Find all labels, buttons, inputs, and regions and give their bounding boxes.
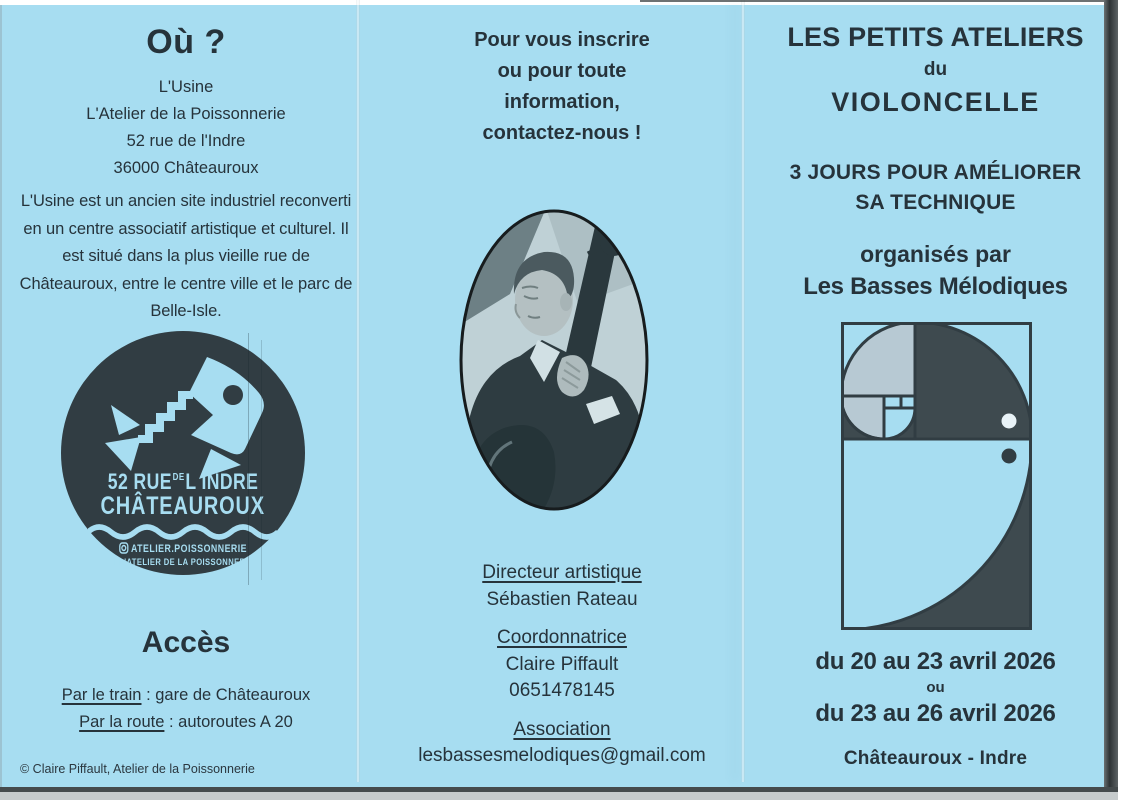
title-line: VIOLONCELLE (831, 87, 1040, 117)
access-train-line (0, 682, 372, 709)
logo-facebook-line (61, 556, 305, 568)
instagram-handle: ATELIER.POISSONNERIE (130, 543, 248, 555)
paper-crease-mark (248, 333, 249, 585)
intro-line: information, (504, 91, 620, 113)
panel-left (0, 0, 372, 782)
organizer-line: Les Basses Mélodiques (803, 273, 1068, 300)
contact-intro (372, 25, 752, 149)
where-title: Où ? (146, 23, 226, 61)
dates-block (768, 646, 1103, 730)
poissonnerie-logo (61, 331, 305, 575)
intro-line: Pour vous inscrire (474, 29, 650, 51)
photo-credit: © Claire Piffault, Atelier de la Poissonnerie (20, 762, 255, 776)
subtitle (768, 158, 1103, 218)
contact-phone: 0651478145 (509, 680, 615, 701)
date-option-2: du 23 au 26 avril 2026 (815, 700, 1056, 727)
intro-line: ou pour toute (497, 60, 627, 82)
contact-role: Directeur artistique (482, 562, 642, 583)
access-train-value: : gare de Châteauroux (141, 686, 311, 704)
access-title: Accès (141, 626, 231, 659)
cellist-illustration (458, 208, 650, 512)
wave-icon (88, 524, 278, 540)
venue-description: L'Usine est un ancien site industriel reconverti en un centre associatif artistique et culturel. Il est situé dans la plus vieille rue de Châteauroux, entre le centre ville et le parc de Belle-Isle. (19, 192, 353, 320)
contacts-block (372, 560, 752, 782)
contact-email: lesbassesmelodiques@gmail.com (418, 745, 706, 766)
location: Châteauroux - Indre (843, 748, 1028, 769)
contact-name: Claire Piffault (505, 653, 619, 675)
contact-name: Sébastien Rateau (486, 588, 638, 610)
main-title (768, 20, 1103, 120)
date-or: ou (926, 679, 945, 696)
panel-middle (372, 0, 752, 782)
access-road-line (0, 709, 372, 736)
logo-instagram-line (61, 542, 305, 555)
access-train-label: Par le train (61, 686, 142, 704)
address-line: 52 rue de l'Indre (126, 132, 246, 150)
fold-crease-left (356, 0, 360, 782)
intro-line: contactez-nous ! (482, 122, 642, 144)
paper-crease-mark (261, 340, 262, 580)
logo-street-right: L INDRE (185, 469, 259, 494)
logo-city-line: CHÂTEAUROUX (100, 492, 266, 520)
access-road-value: : autoroutes A 20 (164, 713, 293, 731)
scan-edge-top (640, 0, 1106, 2)
fold-crease-right (741, 0, 745, 782)
address-line: L'Usine (158, 78, 214, 96)
scan-edge-left (0, 5, 2, 787)
subtitle-line: SA TECHNIQUE (855, 191, 1016, 214)
organizer-line: organisés par (860, 241, 1011, 267)
title-line: du (923, 59, 948, 80)
logo-street-de: DE (172, 472, 185, 483)
address-block (0, 74, 372, 182)
organizer (768, 238, 1103, 304)
subtitle-line: 3 JOURS POUR AMÉLIORER (789, 161, 1082, 184)
facebook-name: L'ATELIER DE LA POISSONNERIE (118, 557, 253, 568)
access-road-label: Par la route (79, 713, 165, 731)
cellist-photo (458, 208, 650, 512)
contact-group-coordinator (372, 625, 752, 705)
golden-spiral-graphic (841, 322, 1032, 630)
contact-group-director (372, 560, 752, 613)
facebook-icon: f (113, 556, 117, 568)
instagram-icon (119, 542, 129, 554)
scan-edge-right (1104, 0, 1118, 800)
address-line: L'Atelier de la Poissonnerie (86, 105, 286, 123)
contact-role: Coordonnatrice (497, 627, 627, 648)
spiral-light-dot (1002, 414, 1017, 429)
contact-group-association (372, 717, 752, 770)
spiral-dark-dot (1002, 449, 1017, 464)
date-option-1: du 20 au 23 avril 2026 (815, 648, 1056, 675)
address-line: 36000 Châteauroux (113, 159, 259, 177)
logo-street-left: 52 RUE (107, 469, 172, 494)
access-block (0, 682, 372, 736)
title-line: LES PETITS ATELIERS (787, 22, 1084, 52)
contact-role: Association (513, 718, 611, 740)
scan-edge-bottom-fade (0, 792, 1118, 800)
panel-right (768, 0, 1103, 782)
